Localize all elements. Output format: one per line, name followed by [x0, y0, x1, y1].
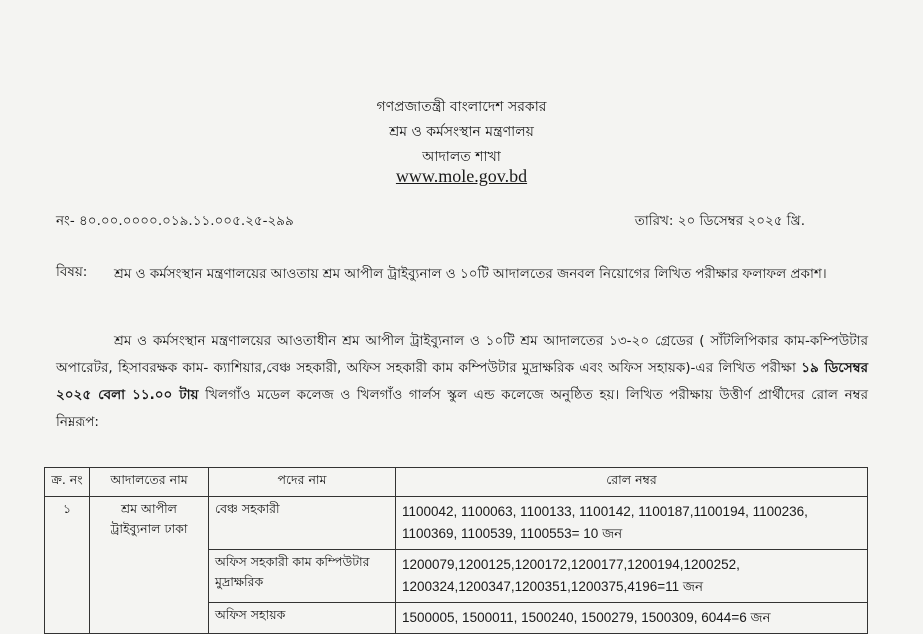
roll-cell: 1500005, 1500011, 1500240, 1500279, 1500309, 6044=6 জন	[396, 603, 868, 634]
subject-text: শ্রম ও কর্মসংস্থান মন্ত্রণালয়ের আওতায় শ্রম আপীল ট্রাইব্যুনাল ও ১০টি আদালতের জনবল নিয়োগের লিখিত পরীক্ষার ফলাফল প্রকাশ।	[114, 266, 827, 282]
serial-cell: ১	[45, 497, 90, 634]
website-link[interactable]: www.mole.gov.bd	[395, 166, 528, 186]
memo-number: নং- ৪০.০০.০০০০.০১৯.১১.০০৫.২৫-২৯৯	[56, 213, 294, 229]
court-cell: শ্রম আপীল ট্রাইব্যুনাল ঢাকা	[90, 497, 209, 634]
header-serial: ক্র. নং	[45, 468, 90, 497]
results-table	[44, 467, 868, 634]
body-part-1: শ্রম ও কর্মসংস্থান মন্ত্রণালয়ের আওতাধীন শ্রম আপীল ট্রাইব্যুনাল ও ১০টি শ্রম আদালতের ১৩-২০ গ্রেডের ( সাঁটলিপিকার কাম-কম্পিউটার অপারেটর, হিসাবরক্ষক কাম- ক্যাশিয়ার,বেঞ্চ সহকারী, অফিস সহকারী কাম কম্পিউটার মুদ্রাক্ষরিক এবং অফিস সহায়ক)-এর লিখিত পরীক্ষা	[56, 333, 868, 376]
roll-cell: 1100042, 1100063, 1100133, 1100142, 1100187,1100194, 1100236, 1100369, 1100539, 1100553= 10 জন	[396, 497, 868, 550]
body-part-2: খিলগাঁও মডেল কলেজ ও খিলগাঁও গার্লস স্কুল এন্ড কলেজে অনুষ্ঠিত হয়। লিখিত পরীক্ষায় উত্তীর্ণ প্রার্থীদের রোল নম্বর নিম্নরূপ:	[56, 387, 868, 430]
subject-label: বিষয়:	[56, 264, 88, 280]
header-post: পদের নাম	[209, 468, 396, 497]
government-title: গণপ্রজাতন্ত্রী বাংলাদেশ সরকার	[376, 99, 547, 115]
post-cell: বেঞ্চ সহকারী	[209, 497, 396, 550]
header-roll: রোল নম্বর	[396, 468, 868, 497]
issue-date: তারিখ: ২০ ডিসেম্বর ২০২৫ খ্রি.	[634, 213, 805, 229]
roll-cell: 1200079,1200125,1200172,1200177,1200194,1200252, 1200324,1200347,1200351,1200375,4196=11 জন	[396, 550, 868, 603]
post-cell: অফিস সহকারী কাম কম্পিউটার মুদ্রাক্ষরিক	[209, 550, 396, 603]
ministry-title: শ্রম ও কর্মসংস্থান মন্ত্রণালয়	[389, 124, 534, 140]
header-court: আদালতের নাম	[90, 468, 209, 497]
exam-datetime: ১৯ ডিসেম্বর ২০২৫ বেলা ১১.০০ টায়	[56, 360, 869, 403]
table-row	[45, 497, 868, 550]
branch-title: আদালত শাখা	[422, 149, 501, 165]
table-header-row	[45, 468, 868, 497]
post-cell: অফিস সহায়ক	[209, 603, 396, 634]
body-paragraph	[56, 328, 868, 436]
